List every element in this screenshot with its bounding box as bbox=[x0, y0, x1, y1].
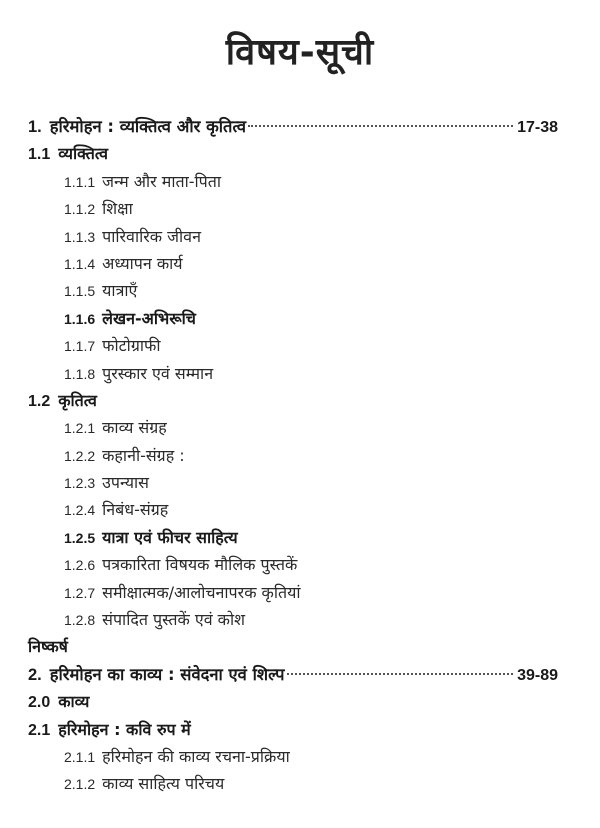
toc-section-2-0[interactable] bbox=[28, 688, 558, 715]
toc-number: 1.2.6 bbox=[64, 557, 96, 574]
toc-subsection-1-1-6[interactable] bbox=[28, 305, 558, 332]
toc-text: पत्रकारिता विषयक मौलिक पुस्तकें bbox=[102, 555, 298, 575]
toc-number: 1. bbox=[28, 118, 42, 136]
dotted-leader bbox=[248, 125, 513, 127]
toc-number: 2.1.1 bbox=[64, 748, 96, 765]
toc-number: 1.1.1 bbox=[64, 173, 96, 190]
toc-number: 2. bbox=[28, 665, 42, 684]
toc-number: 1.2.8 bbox=[64, 612, 96, 629]
toc-text: व्यक्तित्व bbox=[58, 144, 108, 164]
toc-number: 1.1.4 bbox=[64, 255, 96, 272]
toc-text: उपन्यास bbox=[102, 473, 149, 493]
toc-section-2-1[interactable] bbox=[28, 716, 558, 743]
toc-text: हरिमोहन का काव्य : संवेदना एवं शिल्प bbox=[49, 664, 285, 684]
toc-subsection-1-1-7[interactable] bbox=[28, 332, 558, 359]
toc-text: हरिमोहन : व्यक्तित्व और कृतित्व bbox=[49, 117, 246, 136]
toc-number: 1.2.7 bbox=[64, 584, 96, 601]
toc-text: समीक्षात्मक/आलोचनापरक कृतियां bbox=[102, 582, 301, 602]
toc-number: 1.2.1 bbox=[64, 420, 96, 437]
toc-text: काव्य संग्रह bbox=[102, 418, 167, 438]
dotted-leader bbox=[287, 673, 514, 675]
toc-subsection-2-1-2[interactable] bbox=[28, 770, 558, 797]
toc-text: काव्य साहित्य परिचय bbox=[102, 774, 225, 794]
page-title: विषय-सूची bbox=[225, 32, 375, 73]
page-range: 39-89 bbox=[517, 666, 558, 684]
toc-chapter-1[interactable] bbox=[28, 113, 558, 140]
toc-number: 1.2 bbox=[28, 392, 51, 410]
toc-number: 1.2.2 bbox=[64, 447, 96, 464]
toc-text: फोटोग्राफी bbox=[102, 336, 161, 356]
toc-number: 1.1 bbox=[28, 146, 51, 164]
toc-subsection-1-2-5[interactable] bbox=[28, 524, 558, 551]
toc-number: 1.1.6 bbox=[64, 310, 96, 327]
toc-text: निबंध-संग्रह bbox=[102, 500, 169, 520]
toc-text: लेखन-अभिरूचि bbox=[102, 308, 196, 328]
toc-number: 1.2.4 bbox=[64, 502, 96, 519]
toc-text: हरिमोहन की काव्य रचना-प्रक्रिया bbox=[102, 746, 290, 766]
toc-text: यात्राएँ bbox=[102, 281, 138, 301]
toc-section-conclusion[interactable] bbox=[28, 633, 558, 660]
toc-subsection-1-2-4[interactable] bbox=[28, 496, 558, 523]
toc-section-1-2[interactable] bbox=[28, 387, 558, 414]
toc-chapter-2[interactable] bbox=[28, 661, 558, 688]
toc-number: 1.2.5 bbox=[64, 529, 96, 546]
page-range: 17-38 bbox=[517, 119, 558, 136]
toc-number: 2.1.2 bbox=[64, 776, 96, 793]
toc-subsection-1-1-4[interactable] bbox=[28, 250, 558, 277]
toc-subsection-1-1-5[interactable] bbox=[28, 277, 558, 304]
toc-text: यात्रा एवं फीचर साहित्य bbox=[102, 527, 238, 547]
toc-text: जन्म और माता-पिता bbox=[102, 171, 221, 191]
toc-text: कहानी-संग्रह : bbox=[102, 445, 185, 465]
toc-text: काव्य bbox=[58, 692, 90, 712]
toc-subsection-1-1-1[interactable] bbox=[28, 168, 558, 195]
toc-number: 2.0 bbox=[28, 694, 51, 712]
toc-text: पुरस्कार एवं सम्मान bbox=[102, 363, 214, 383]
toc-text: हरिमोहन : कवि रुप में bbox=[58, 719, 191, 739]
toc-text: कृतित्व bbox=[58, 390, 97, 410]
toc-text: शिक्षा bbox=[102, 199, 133, 219]
toc-text: अध्यापन कार्य bbox=[102, 253, 183, 273]
toc-number: 1.1.5 bbox=[64, 283, 96, 300]
toc-subsection-2-1-1[interactable] bbox=[28, 743, 558, 770]
toc-subsection-1-2-3[interactable] bbox=[28, 469, 558, 496]
toc-subsection-1-2-7[interactable] bbox=[28, 579, 558, 606]
toc-text: संपादित पुस्तकें एवं कोश bbox=[102, 610, 245, 630]
toc-section-1-1[interactable] bbox=[28, 140, 558, 167]
toc-text: निष्कर्ष bbox=[28, 637, 68, 657]
toc-subsection-1-2-8[interactable] bbox=[28, 606, 558, 633]
toc-subsection-1-2-1[interactable] bbox=[28, 414, 558, 441]
toc-number: 1.1.7 bbox=[64, 338, 96, 355]
toc-subsection-1-2-2[interactable] bbox=[28, 442, 558, 469]
toc-subsection-1-2-6[interactable] bbox=[28, 551, 558, 578]
toc-subsection-1-1-8[interactable] bbox=[28, 360, 558, 387]
toc-text: पारिवारिक जीवन bbox=[102, 226, 201, 246]
toc-number: 2.1 bbox=[28, 721, 51, 739]
toc-number: 1.2.3 bbox=[64, 475, 96, 492]
toc-subsection-1-1-3[interactable] bbox=[28, 223, 558, 250]
toc-number: 1.1.2 bbox=[64, 201, 96, 218]
toc-number: 1.1.3 bbox=[64, 228, 96, 245]
toc-number: 1.1.8 bbox=[64, 365, 96, 382]
toc-subsection-1-1-2[interactable] bbox=[28, 195, 558, 222]
table-of-contents bbox=[28, 113, 558, 798]
